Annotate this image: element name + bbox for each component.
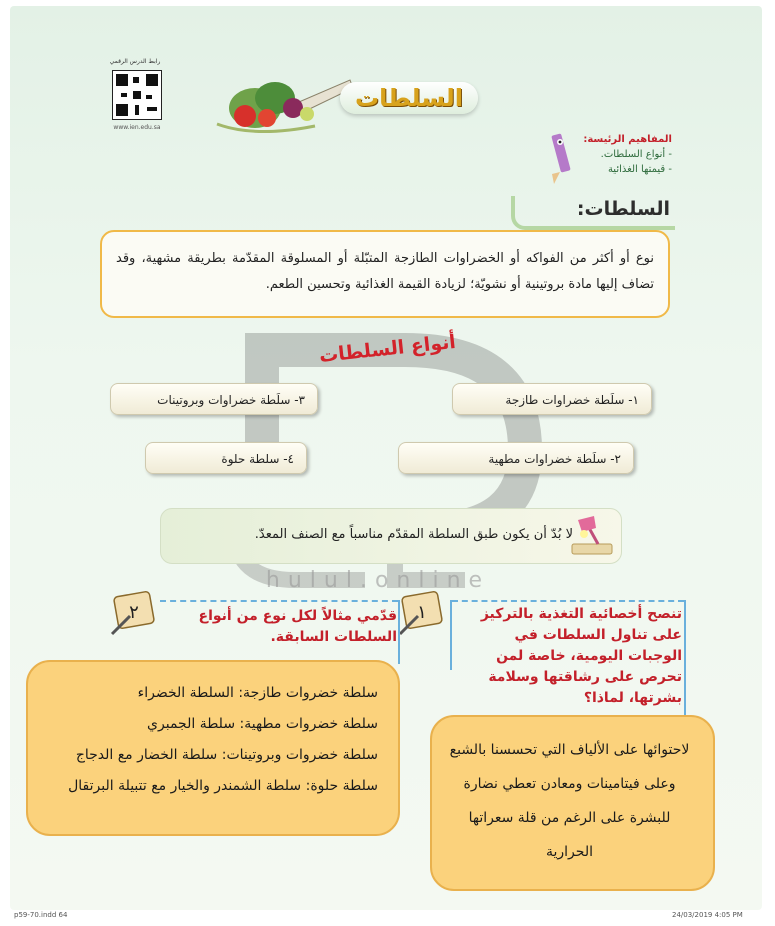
- activity-2-side-border: [398, 600, 400, 664]
- answer-reason-box[interactable]: لاحتوائها على الألياف التي تحسسنا بالشبع وعلى فيتامينات ومعادن تعطي نضارة للبشرة على الرغم من قلة سعراتها الحرارية: [430, 715, 715, 891]
- section-heading: السلطات:: [576, 198, 670, 220]
- qr-label: رابط الدرس الرقمي: [109, 58, 161, 65]
- key-concepts: [580, 132, 672, 177]
- types-title-text: أنواع السلطات: [318, 330, 457, 368]
- key-concept-item: - قيمتها الغذائية: [607, 164, 672, 175]
- watermark-text: hulul.online: [265, 568, 491, 593]
- lesson-title-banner: [340, 82, 478, 114]
- answer-example: سلطة خضروات مطهية: سلطة الجمبري: [147, 716, 378, 732]
- activity-1-side-border: [684, 600, 686, 720]
- answer-example: سلطة حلوة: سلطة الشمندر والخيار مع تتبيلة البرتقال: [68, 778, 378, 794]
- key-concepts-heading: المفاهيم الرئيسة:: [583, 134, 672, 145]
- answer-example: سلطة خضروات طازجة: السلطة الخضراء: [137, 685, 378, 701]
- lesson-title: السلطات: [355, 84, 463, 112]
- pencil-character-icon: [548, 128, 574, 184]
- key-concept-item: - أنواع السلطات.: [600, 149, 672, 160]
- note-box: لا بُدّ أن يكون طبق السلطة المقدّم مناسباً مع الصنف المعدّ.: [160, 508, 622, 564]
- activity-2-number: ٢: [129, 602, 139, 623]
- qr-code[interactable]: [112, 70, 162, 120]
- activity-2-question: قدّمي مثالاً لكل نوع من أنواع السلطات السابقة.: [198, 608, 397, 645]
- activity-1-top-border: [452, 600, 684, 602]
- definition-box: نوع أو أكثر من الفواكه أو الخضراوات الطازجة المتبّلة أو المسلوقة المقدّمة بطريقة مشهية، وقد تضاف إليها مادة بروتينية أو نشويّة؛ لزيادة القيمة الغذائية وتحسين الطعم.: [100, 230, 670, 318]
- lamp-book-icon: [568, 512, 618, 558]
- answer-example: سلطة خضروات وبروتينات: سلطة الخضار مع الدجاج: [75, 747, 378, 763]
- vegetables-illustration: [215, 68, 355, 138]
- salad-type-4: ٤- سلطة حلوة: [145, 442, 307, 474]
- answer-examples-box[interactable]: [26, 660, 400, 836]
- activity-2-scroll-icon: [108, 586, 160, 638]
- activity-1-question: تنصح أخصائية التغذية بالتركيز على تناول السلطات في الوجبات اليومية، خاصة لمن تحرص على رشاقتها وسلامة بشرتها، لماذا؟: [480, 606, 682, 706]
- qr-url: www.ien.edu.sa: [113, 124, 161, 131]
- activity-1-number: ١: [417, 602, 427, 623]
- footer-file: p59-70.indd 64: [14, 911, 68, 919]
- activity-2-top-border: [160, 600, 398, 602]
- activity-1-left-border: [450, 600, 452, 670]
- salad-type-3: ٣- سلَطة خضراوات وبروتينات: [110, 383, 318, 415]
- footer-date: 24/03/2019 4:05 PM: [672, 911, 743, 919]
- salad-type-2: ٢- سلَطة خضراوات مطهية: [398, 442, 634, 474]
- activity-1-scroll-icon: [396, 586, 448, 638]
- salad-type-1: ١- سلَطة خضراوات طازجة: [452, 383, 652, 415]
